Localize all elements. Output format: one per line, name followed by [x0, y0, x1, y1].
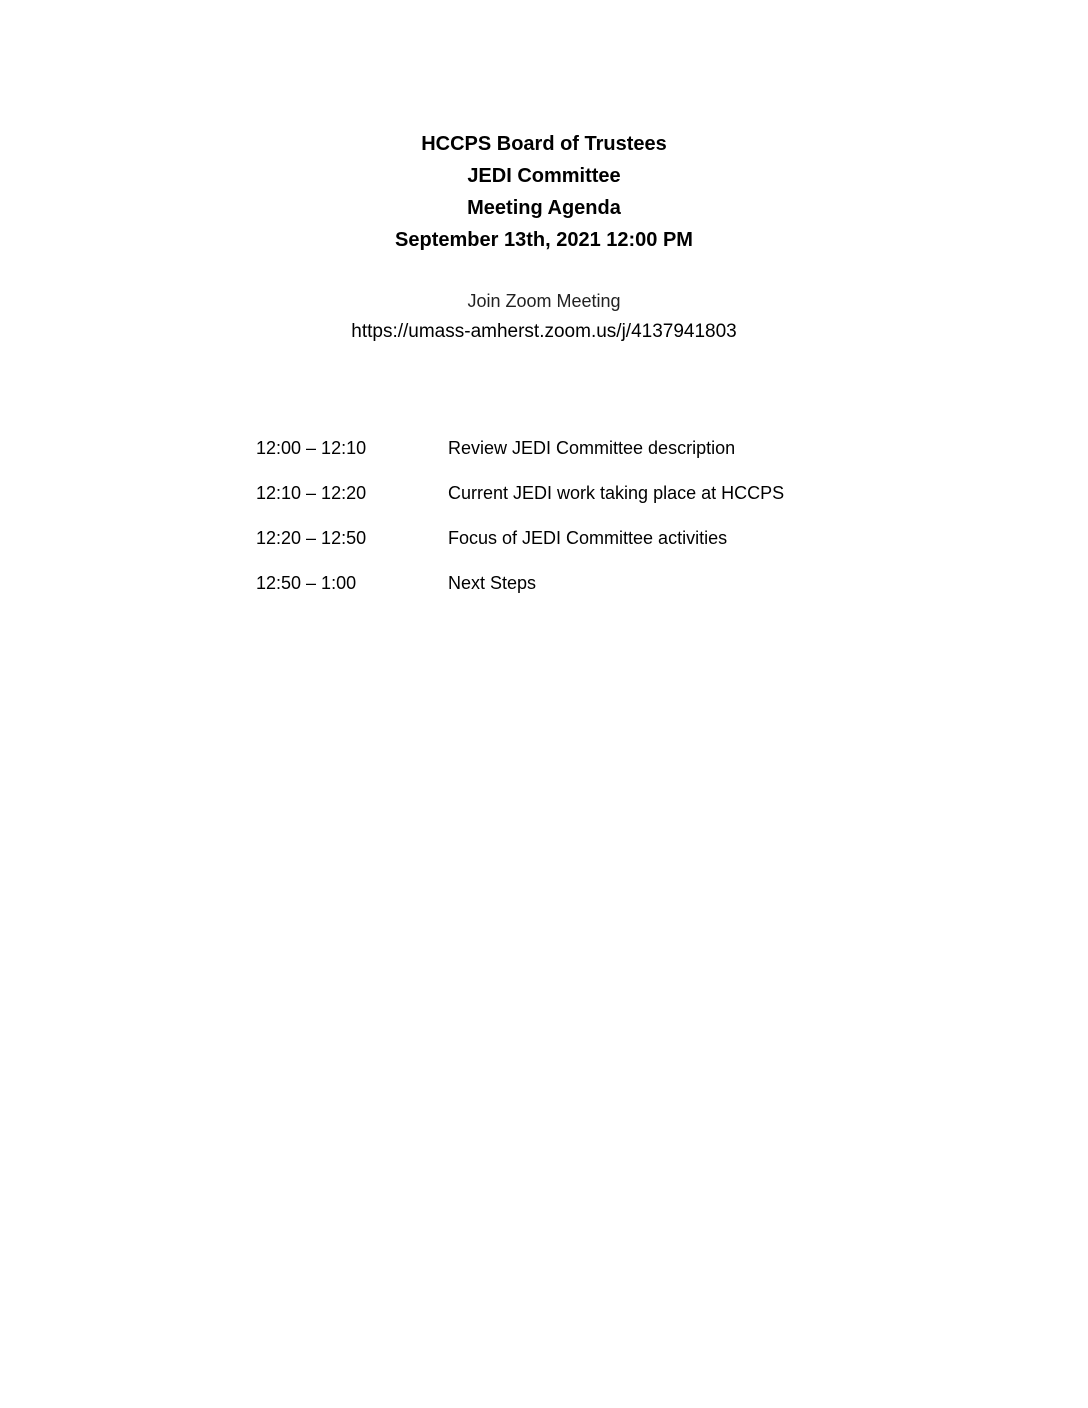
committee-title: JEDI Committee [467, 165, 621, 187]
agenda-item: Current JEDI work taking place at HCCPS [448, 483, 785, 503]
document-header [0, 128, 1088, 256]
board-title: HCCPS Board of Trustees [421, 133, 667, 155]
zoom-meeting-link[interactable]: https://umass-amherst.zoom.us/j/4137941803 [351, 321, 737, 342]
agenda-item: Review JEDI Committee description [448, 438, 736, 458]
zoom-join-label: Join Zoom Meeting [467, 291, 621, 311]
agenda-row [256, 435, 876, 480]
agenda-list [256, 435, 876, 615]
agenda-time: 12:50 – 1:00 [256, 573, 357, 593]
agenda-time: 12:20 – 12:50 [256, 528, 367, 548]
agenda-item: Next Steps [448, 573, 537, 593]
agenda-time: 12:00 – 12:10 [256, 438, 367, 458]
agenda-time: 12:10 – 12:20 [256, 483, 367, 503]
agenda-item: Focus of JEDI Committee activities [448, 528, 728, 548]
meeting-datetime: September 13th, 2021 12:00 PM [395, 229, 693, 251]
agenda-row [256, 525, 876, 570]
agenda-row [256, 480, 876, 525]
agenda-row [256, 570, 876, 615]
agenda-title: Meeting Agenda [467, 197, 621, 219]
